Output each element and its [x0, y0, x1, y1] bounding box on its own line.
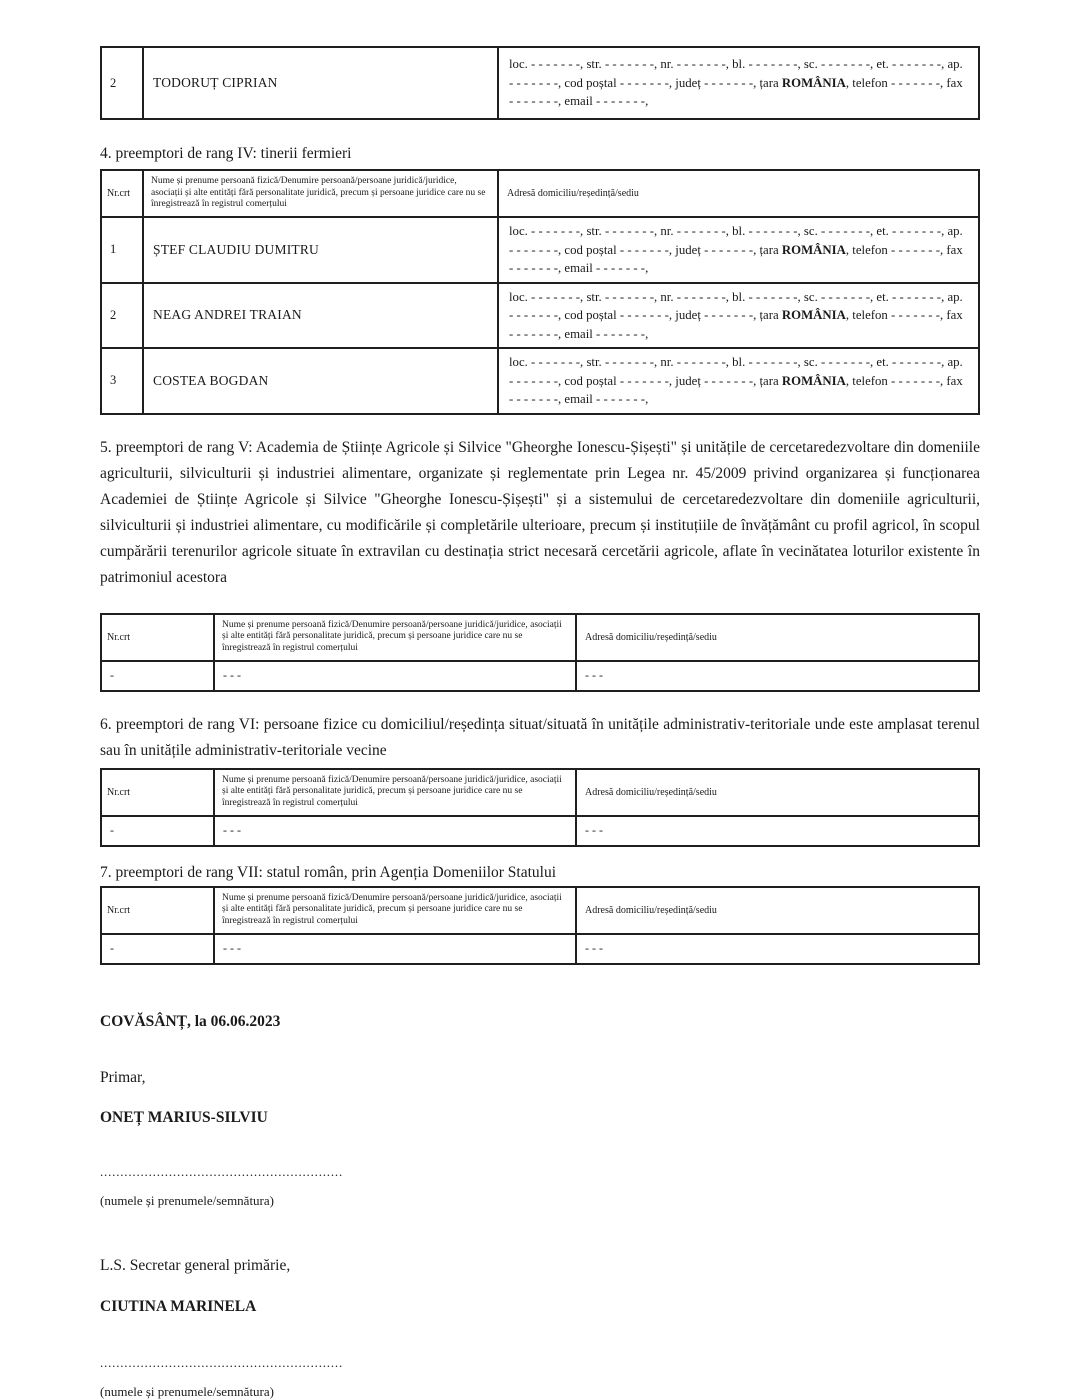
address-post: , telefon - - - - - - -, fax - - - - - - -, email - - - - - - -, [509, 373, 963, 406]
secretary-name: CIUTINA MARINELA [100, 1297, 257, 1315]
section5-table [100, 613, 980, 692]
address-country: ROMÂNIA [781, 242, 846, 257]
table-header-row [101, 614, 979, 661]
address-pre: loc. - - - - - - -, str. - - - - - - -, nr. - - - - - - -, bl. - - - - - - -, sc. - - - - - - -, et. - - - - - - -, ap. - - - - - - -, cod poștal - - - - - - -, județ - - - - - - -, țara [509, 224, 963, 257]
row-number: 3 [101, 348, 143, 414]
table-row [101, 283, 979, 349]
address-post: , telefon - - - - - - -, fax - - - - - - -, email - - - - - - -, [509, 308, 963, 341]
signature-caption: (numele și prenumele/semnătura) [100, 1383, 274, 1399]
header-address: Adresă domiciliu/reședință/sediu [576, 769, 979, 816]
row-number: 2 [101, 283, 143, 349]
person-address [498, 348, 979, 414]
secretary-signature-block [100, 1253, 980, 1400]
section6-heading: 6. preemptori de rang VI: persoane fizice cu domiciliul/reședința situat/situată în unitățile administrativ-teritoriale unde este amplasat terenul sau în unitățile administrativ-teritoriale vecine [100, 715, 980, 759]
row-number: 1 [101, 217, 143, 283]
section4-heading: 4. preemptori de rang IV: tinerii fermieri [100, 145, 352, 162]
empty-nr: - [101, 661, 214, 691]
continuation-table [100, 46, 980, 120]
table-header-row [101, 887, 979, 934]
primar-name: ONEȚ MARIUS-SILVIU [100, 1109, 268, 1126]
header-address: Adresă domiciliu/reședință/sediu [576, 614, 979, 661]
person-name: NEAG ANDREI TRAIAN [143, 283, 498, 349]
address-pre: loc. - - - - - - -, str. - - - - - - -, nr. - - - - - - -, bl. - - - - - - -, sc. - - - - - - -, et. - - - - - - -, ap. - - - - - - -, cod poștal - - - - - - -, județ - - - - - - -, țara [509, 57, 963, 90]
signature-dotted-line: ............................................................ [100, 1354, 343, 1370]
header-address: Adresă domiciliu/reședință/sediu [498, 170, 979, 217]
empty-name: - - - [214, 661, 576, 691]
person-address [498, 217, 979, 283]
empty-address: - - - [576, 816, 979, 846]
section6-table [100, 768, 980, 847]
header-address: Adresă domiciliu/reședință/sediu [576, 887, 979, 934]
table-row [101, 47, 979, 119]
header-nr: Nr.crt [101, 614, 214, 661]
address-post: , telefon - - - - - - -, fax - - - - - - -, email - - - - - - -, [509, 242, 963, 275]
header-nr: Nr.crt [101, 769, 214, 816]
section4-table [100, 169, 980, 415]
empty-name: - - - [214, 934, 576, 964]
empty-nr: - [101, 816, 214, 846]
signature-caption: (numele și prenumele/semnătura) [100, 1193, 274, 1208]
empty-name: - - - [214, 816, 576, 846]
row-number: 2 [101, 47, 143, 119]
header-name: Nume și prenume persoană fizică/Denumire persoană/persoane juridică/juridice, asociații și alte entități fără personalitate juridică, precum și persoane juridice care nu se înregistrează în registrul comerțului [214, 614, 576, 661]
empty-address: - - - [576, 661, 979, 691]
address-country: ROMÂNIA [781, 373, 846, 388]
table-row-empty [101, 934, 979, 964]
primar-signature-block [100, 1065, 980, 1210]
header-nr: Nr.crt [101, 170, 143, 217]
address-country: ROMÂNIA [781, 308, 846, 322]
section5-heading: 5. preemptori de rang V: Academia de Științe Agricole și Silvice "Gheorghe Ionescu-Șișești" și unitățile de cercetaredezvoltare din domeniile agriculturii, silviculturii și industriei alimentare, organizate și reglementate prin Legea nr. 45/2009 privind organizarea și funcționarea Academiei de Științe Agricole și Silvice "Gheorghe Ionescu-Șișești" și a sistemului de cercetaredezvoltare din domeniile agriculturii, silviculturii și industriei alimentare, cu modificările și completările ulterioare, precum și instituțiile de învățământ cu profil agricol, în scopul cumpărării terenurilor agricole situate în extravilan cu destinația strict necesară cercetării agricole, aflate în vecinătatea loturilor existente în patrimoniul acestora [100, 438, 980, 586]
table-row [101, 348, 979, 414]
empty-nr: - [101, 934, 214, 964]
table-header-row [101, 769, 979, 816]
person-name: COSTEA BOGDAN [143, 348, 498, 414]
address-country: ROMÂNIA [781, 75, 846, 90]
header-name: Nume și prenume persoană fizică/Denumire persoană/persoane juridică/juridice, asociații și alte entități fără personalitate juridică, precum și persoane juridice care nu se înregistrează în registrul comerțului [214, 769, 576, 816]
header-name: Nume și prenume persoană fizică/Denumire persoană/persoane juridică/juridice, asociații și alte entități fără personalitate juridică, precum și persoane juridice care nu se înregistrează în registrul comerțului [214, 887, 576, 934]
secretary-title: L.S. Secretar general primărie, [100, 1257, 291, 1274]
section7-table [100, 886, 980, 965]
header-nr: Nr.crt [101, 887, 214, 934]
table-row-empty [101, 661, 979, 691]
address-post: , telefon - - - - - - -, fax - - - - - - -, email - - - - - - -, [509, 75, 963, 109]
person-address [498, 283, 979, 349]
table-row [101, 217, 979, 283]
person-name: TODORUȚ CIPRIAN [143, 47, 498, 119]
address-pre: loc. - - - - - - -, str. - - - - - - -, nr. - - - - - - -, bl. - - - - - - -, sc. - - - - - - -, et. - - - - - - -, ap. - - - - - - -, cod poștal - - - - - - -, județ - - - - - - -, țara [509, 355, 963, 388]
table-row-empty [101, 816, 979, 846]
section7-heading: 7. preemptori de rang VII: statul român, prin Agenția Domeniilor Statului [100, 863, 557, 881]
primar-title: Primar, [100, 1068, 146, 1086]
table-header-row [101, 170, 979, 217]
place-and-date: COVĂSÂNȚ, la 06.06.2023 [100, 1012, 281, 1030]
header-name: Nume și prenume persoană fizică/Denumire persoană/persoane juridică/juridice, asociații și alte entități fără personalitate juridică, precum și persoane juridice care nu se înregistrează în registrul comerțului [143, 170, 498, 217]
signature-dotted-line: ............................................................ [100, 1164, 343, 1179]
person-address [498, 47, 979, 119]
person-name: ȘTEF CLAUDIU DUMITRU [143, 217, 498, 283]
address-pre: loc. - - - - - - -, str. - - - - - - -, nr. - - - - - - -, bl. - - - - - - -, sc. - - - - - - -, et. - - - - - - -, ap. - - - - - - -, cod poștal - - - - - - -, județ - - - - - - -, țara [509, 289, 963, 322]
empty-address: - - - [576, 934, 979, 964]
